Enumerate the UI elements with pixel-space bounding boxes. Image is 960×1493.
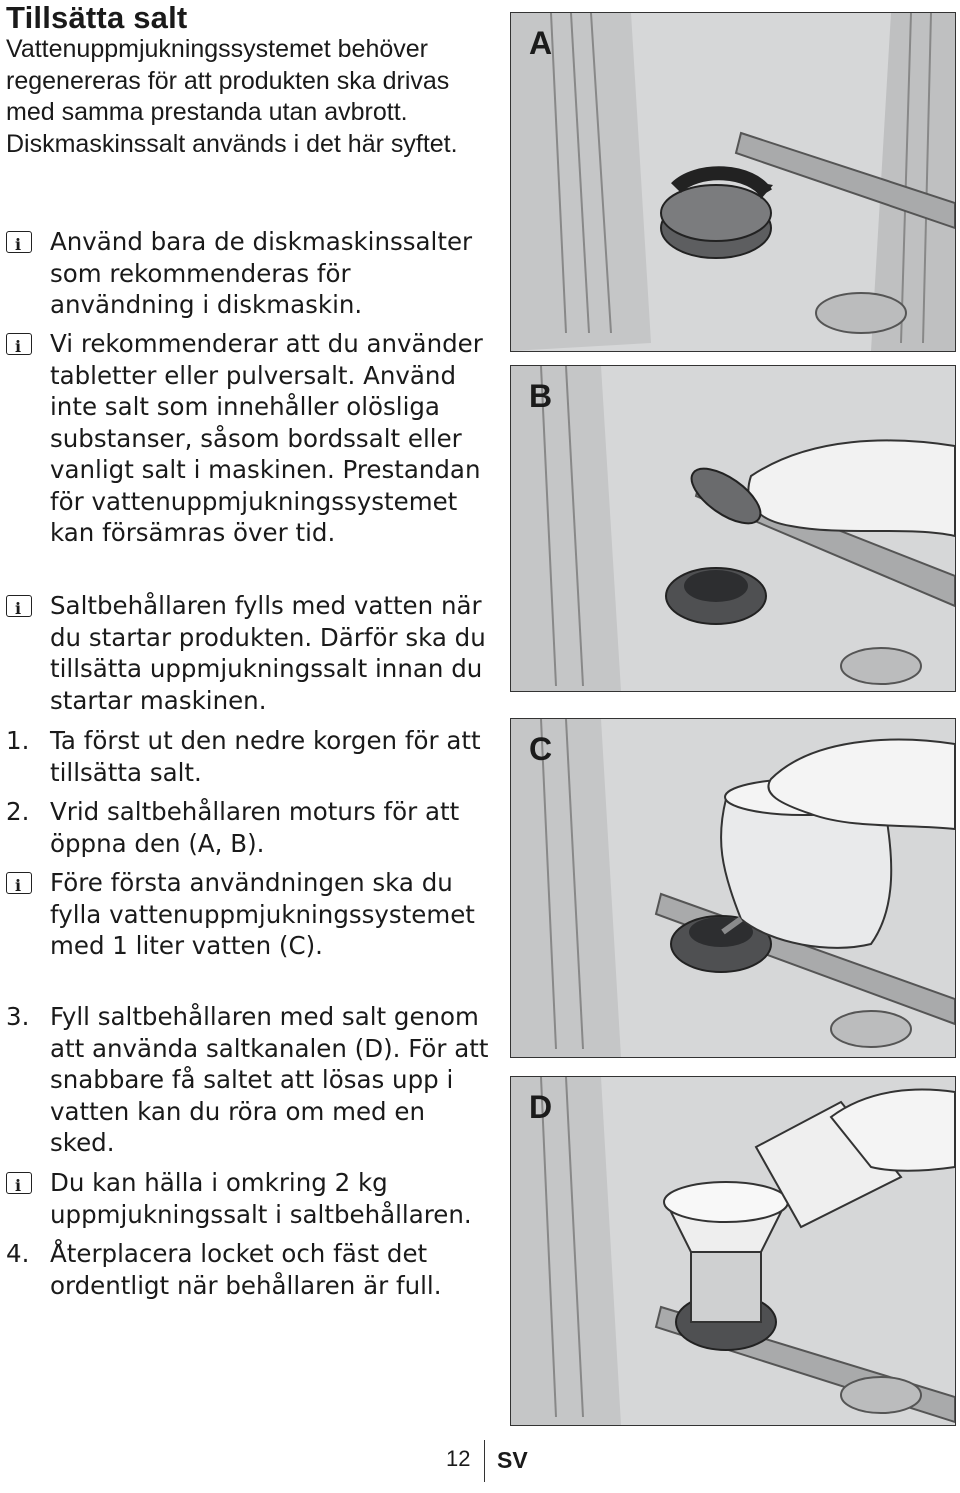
item-text: Använd bara de diskmaskinssalter som rekommenderas för användning i diskmaskin. — [50, 227, 473, 319]
page-number: 12 — [446, 1446, 471, 1471]
footer-divider — [484, 1440, 485, 1482]
step-number: 3. — [6, 1002, 30, 1031]
item-text: Vi rekommenderar att du använder tabletter eller pulversalt. Använd inte salt som innehåller olösliga substanser, såsom bordssalt eller vanligt salt i maskinen. Prestandan för vattenuppmjukningssystemet kan försämras över tid. — [50, 329, 483, 547]
figure-a — [510, 12, 956, 352]
info-icon — [6, 231, 32, 253]
figure-letter: B — [529, 378, 553, 414]
info-icon — [6, 872, 32, 894]
figure-letter: A — [529, 25, 553, 61]
info-icon — [6, 1172, 32, 1194]
step-number: 4. — [6, 1239, 30, 1268]
dishwasher-interior-illustration — [511, 366, 955, 691]
item-text: Saltbehållaren fylls med vatten när du startar produkten. Därför ska du tillsätta uppmjukningssalt innan du startar maskinen. — [50, 591, 486, 715]
figure-c — [510, 718, 956, 1058]
figure-d — [510, 1076, 956, 1426]
step-number: 1. — [6, 726, 30, 755]
figure-b — [510, 365, 956, 692]
item-text: Ta först ut den nedre korgen för att tillsätta salt. — [50, 726, 481, 787]
step-number: 2. — [6, 797, 30, 826]
info-icon — [6, 595, 32, 617]
intro-paragraph: Vattenuppmjukningssystemet behöver regenereras för att produkten ska drivas med samma prestanda utan avbrott. Diskmaskinssalt används i det här syftet. — [6, 35, 458, 158]
dishwasher-interior-illustration — [511, 719, 955, 1057]
language-code: SV — [497, 1447, 528, 1473]
figure-letter: D — [529, 1089, 553, 1125]
item-text: Du kan hälla i omkring 2 kg uppmjukningssalt i saltbehållaren. — [50, 1168, 472, 1229]
item-text: Fyll saltbehållaren med salt genom att använda saltkanalen (D). För att snabbare få saltet att lösas upp i vatten kan du röra om med en sked. — [50, 1002, 489, 1157]
figure-letter: C — [529, 731, 553, 767]
item-text: Vrid saltbehållaren moturs för att öppna den (A, B). — [50, 797, 460, 858]
item-text: Återplacera locket och fäst det ordentligt när behållaren är full. — [50, 1239, 442, 1300]
info-icon — [6, 333, 32, 355]
section-heading: Tillsätta salt — [6, 0, 188, 35]
item-text: Före första användningen ska du fylla vattenuppmjukningssystemet med 1 liter vatten (C). — [50, 868, 475, 960]
dishwasher-interior-illustration — [511, 1077, 955, 1425]
dishwasher-interior-illustration — [511, 13, 955, 351]
